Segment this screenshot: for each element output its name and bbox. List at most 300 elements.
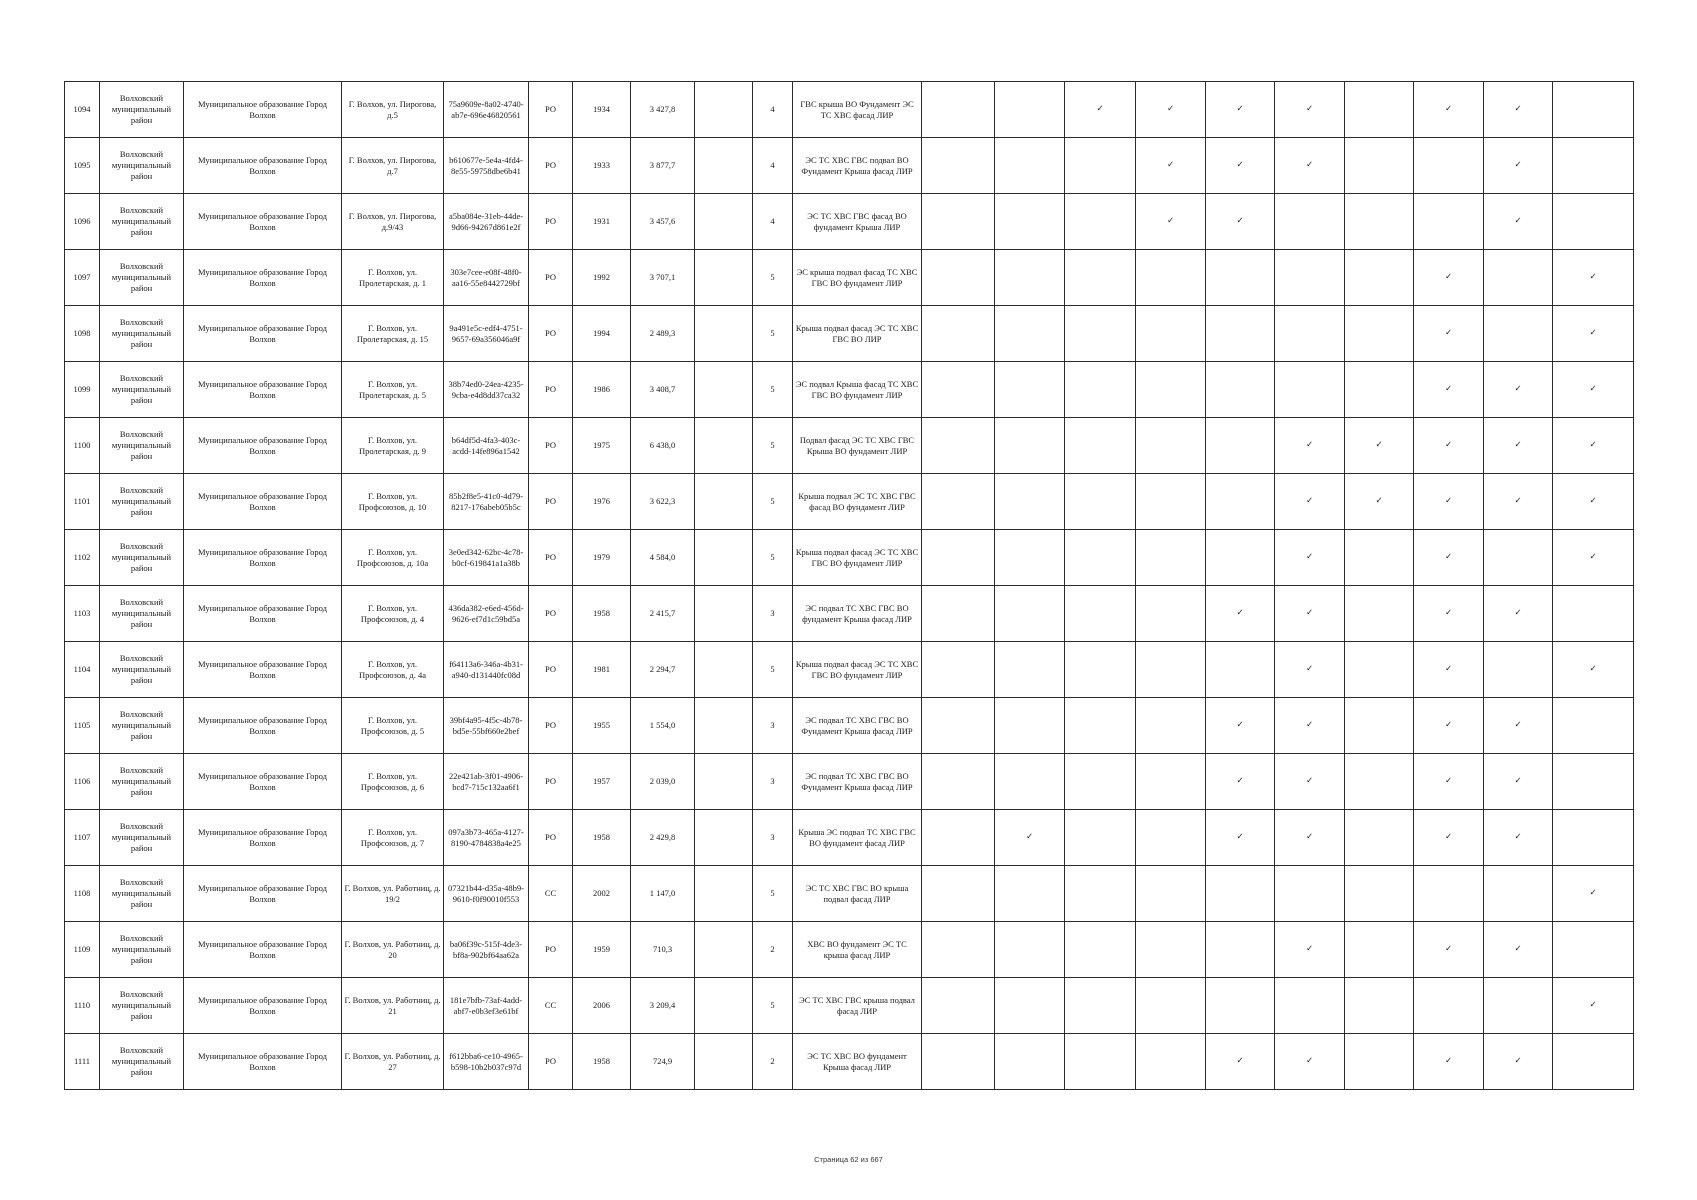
cell-number: 1104 [65,642,100,698]
check-mark-icon: ✓ [1065,82,1136,138]
registry-table [64,81,1634,1090]
cell-guid: 3e0ed342-62bc-4c78-b0cf-619841a1a38b [444,530,529,586]
cell-work-type-4 [1136,362,1206,418]
check-mark-icon: ✓ [1275,530,1345,586]
cell-empty [695,754,753,810]
cell-floors: 2 [753,1034,793,1090]
cell-year: 1975 [573,418,631,474]
cell-work-type-10 [1553,82,1634,138]
table-row [65,922,1634,978]
check-mark-icon: ✓ [1553,418,1634,474]
cell-guid: 436da382-e6ed-456d-9626-ef7d1c59bd5a [444,586,529,642]
cell-ownership-type: РО [529,922,573,978]
cell-work-type-1 [922,138,995,194]
check-mark-icon: ✓ [1206,754,1275,810]
cell-work-type-10 [1553,586,1634,642]
cell-district: Волховский муниципальный район [100,530,184,586]
cell-address: Г. Волхов, ул. Пирогова, д.9/43 [342,194,444,250]
cell-guid: 85b2f8e5-41c0-4d79-8217-176abeb05b5c [444,474,529,530]
cell-work-type-6 [1275,194,1345,250]
page-footer: Страница 62 из 667 [814,1155,883,1164]
cell-year: 1958 [573,810,631,866]
cell-work-type-3 [1065,642,1136,698]
cell-municipality: Муниципальное образование Город Волхов [184,418,342,474]
cell-municipality: Муниципальное образование Город Волхов [184,866,342,922]
cell-works-list: ГВС крыша ВО Фундамент ЭС ТС ХВС фасад ЛИР [793,82,922,138]
check-mark-icon: ✓ [1553,306,1634,362]
check-mark-icon: ✓ [1414,362,1484,418]
cell-floors: 4 [753,82,793,138]
cell-district: Волховский муниципальный район [100,306,184,362]
cell-area: 6 438,0 [631,418,695,474]
cell-work-type-1 [922,698,995,754]
cell-ownership-type: РО [529,306,573,362]
check-mark-icon: ✓ [1275,922,1345,978]
cell-ownership-type: РО [529,474,573,530]
cell-ownership-type: РО [529,698,573,754]
cell-area: 724,9 [631,1034,695,1090]
cell-work-type-3 [1065,586,1136,642]
cell-work-type-4 [1136,698,1206,754]
cell-work-type-10 [1553,754,1634,810]
cell-work-type-2 [995,82,1065,138]
cell-area: 3 408,7 [631,362,695,418]
cell-year: 1931 [573,194,631,250]
cell-works-list: ЭС крыша подвал фасад ТС ХВС ГВС ВО фундамент ЛИР [793,250,922,306]
cell-work-type-4 [1136,1034,1206,1090]
check-mark-icon: ✓ [1345,474,1414,530]
check-mark-icon: ✓ [1206,1034,1275,1090]
cell-district: Волховский муниципальный район [100,1034,184,1090]
cell-municipality: Муниципальное образование Город Волхов [184,978,342,1034]
cell-work-type-1 [922,586,995,642]
cell-work-type-3 [1065,1034,1136,1090]
check-mark-icon: ✓ [1136,194,1206,250]
cell-works-list: Подвал фасад ЭС ТС ХВС ГВС Крыша ВО фундамент ЛИР [793,418,922,474]
check-mark-icon: ✓ [1414,306,1484,362]
cell-work-type-7 [1345,866,1414,922]
check-mark-icon: ✓ [1275,586,1345,642]
cell-work-type-2 [995,530,1065,586]
table-row [65,194,1634,250]
cell-work-type-2 [995,754,1065,810]
cell-floors: 3 [753,698,793,754]
cell-municipality: Муниципальное образование Город Волхов [184,474,342,530]
cell-year: 1958 [573,586,631,642]
cell-work-type-1 [922,1034,995,1090]
cell-work-type-6 [1275,866,1345,922]
cell-work-type-7 [1345,978,1414,1034]
cell-number: 1109 [65,922,100,978]
cell-district: Волховский муниципальный район [100,922,184,978]
check-mark-icon: ✓ [1553,866,1634,922]
cell-work-type-3 [1065,754,1136,810]
check-mark-icon: ✓ [1484,474,1553,530]
cell-ownership-type: СС [529,978,573,1034]
cell-work-type-8 [1414,978,1484,1034]
table-row [65,418,1634,474]
cell-number: 1110 [65,978,100,1034]
cell-work-type-4 [1136,754,1206,810]
table-row [65,698,1634,754]
check-mark-icon: ✓ [1484,194,1553,250]
cell-number: 1095 [65,138,100,194]
cell-municipality: Муниципальное образование Город Волхов [184,586,342,642]
cell-year: 1957 [573,754,631,810]
check-mark-icon: ✓ [1553,978,1634,1034]
cell-area: 3 622,3 [631,474,695,530]
cell-year: 2006 [573,978,631,1034]
cell-empty [695,922,753,978]
cell-empty [695,866,753,922]
cell-municipality: Муниципальное образование Город Волхов [184,754,342,810]
cell-work-type-4 [1136,586,1206,642]
cell-guid: 39bf4a95-4f5c-4b78-bd5e-55bf660e2bef [444,698,529,754]
cell-district: Волховский муниципальный район [100,194,184,250]
cell-works-list: ЭС подвал ТС ХВС ГВС ВО Фундамент Крыша фасад ЛИР [793,698,922,754]
cell-number: 1099 [65,362,100,418]
cell-number: 1098 [65,306,100,362]
cell-floors: 3 [753,754,793,810]
cell-district: Волховский муниципальный район [100,250,184,306]
check-mark-icon: ✓ [1484,138,1553,194]
cell-work-type-1 [922,642,995,698]
cell-area: 3 877,7 [631,138,695,194]
cell-address: Г. Волхов, ул. Пролетарская, д. 1 [342,250,444,306]
check-mark-icon: ✓ [1553,362,1634,418]
cell-work-type-7 [1345,1034,1414,1090]
cell-work-type-9 [1484,250,1553,306]
table-row [65,474,1634,530]
check-mark-icon: ✓ [995,810,1065,866]
cell-work-type-2 [995,978,1065,1034]
cell-district: Волховский муниципальный район [100,362,184,418]
cell-work-type-6 [1275,306,1345,362]
table-row [65,866,1634,922]
check-mark-icon: ✓ [1553,530,1634,586]
cell-number: 1105 [65,698,100,754]
cell-work-type-10 [1553,922,1634,978]
cell-area: 2 294,7 [631,642,695,698]
cell-work-type-9 [1484,978,1553,1034]
cell-guid: b64df5d-4fa3-403c-acdd-14fe896a1542 [444,418,529,474]
cell-work-type-3 [1065,250,1136,306]
check-mark-icon: ✓ [1484,586,1553,642]
cell-guid: 097a3b73-465a-4127-8190-4784838a4e25 [444,810,529,866]
table-body [65,82,1634,1090]
cell-work-type-4 [1136,866,1206,922]
cell-work-type-3 [1065,978,1136,1034]
cell-year: 1933 [573,138,631,194]
check-mark-icon: ✓ [1275,642,1345,698]
cell-work-type-1 [922,418,995,474]
cell-floors: 2 [753,922,793,978]
cell-year: 1976 [573,474,631,530]
check-mark-icon: ✓ [1206,82,1275,138]
cell-work-type-5 [1206,418,1275,474]
cell-district: Волховский муниципальный район [100,642,184,698]
cell-works-list: Крыша ЭС подвал ТС ХВС ГВС ВО фундамент фасад ЛИР [793,810,922,866]
cell-work-type-7 [1345,82,1414,138]
cell-work-type-5 [1206,922,1275,978]
cell-work-type-7 [1345,810,1414,866]
cell-area: 1 554,0 [631,698,695,754]
cell-work-type-7 [1345,642,1414,698]
cell-work-type-4 [1136,250,1206,306]
cell-floors: 4 [753,138,793,194]
cell-work-type-1 [922,866,995,922]
cell-district: Волховский муниципальный район [100,698,184,754]
cell-ownership-type: РО [529,418,573,474]
cell-ownership-type: РО [529,530,573,586]
cell-work-type-3 [1065,362,1136,418]
cell-number: 1102 [65,530,100,586]
check-mark-icon: ✓ [1206,810,1275,866]
cell-work-type-3 [1065,922,1136,978]
cell-work-type-4 [1136,530,1206,586]
cell-guid: ba06f39c-515f-4de3-bf8a-902bf64aa62a [444,922,529,978]
cell-guid: a5ba084e-31eb-44de-9d66-94267d861e2f [444,194,529,250]
cell-work-type-1 [922,922,995,978]
check-mark-icon: ✓ [1484,754,1553,810]
cell-floors: 3 [753,810,793,866]
cell-work-type-2 [995,474,1065,530]
check-mark-icon: ✓ [1275,810,1345,866]
cell-year: 1986 [573,362,631,418]
check-mark-icon: ✓ [1553,474,1634,530]
cell-work-type-10 [1553,810,1634,866]
cell-works-list: Крыша подвал фасад ЭС ТС ХВС ГВС ВО фундамент ЛИР [793,642,922,698]
cell-guid: b610677e-5e4a-4fd4-8e55-59758dbe6b41 [444,138,529,194]
table-row [65,138,1634,194]
cell-work-type-2 [995,418,1065,474]
cell-year: 1981 [573,642,631,698]
cell-work-type-3 [1065,418,1136,474]
cell-work-type-7 [1345,754,1414,810]
cell-area: 1 147,0 [631,866,695,922]
cell-work-type-2 [995,250,1065,306]
cell-empty [695,194,753,250]
cell-municipality: Муниципальное образование Город Волхов [184,138,342,194]
cell-work-type-6 [1275,250,1345,306]
cell-area: 710,3 [631,922,695,978]
cell-work-type-7 [1345,306,1414,362]
check-mark-icon: ✓ [1414,250,1484,306]
cell-district: Волховский муниципальный район [100,418,184,474]
cell-address: Г. Волхов, ул. Профсоюзов, д. 4а [342,642,444,698]
cell-ownership-type: РО [529,1034,573,1090]
table-row [65,978,1634,1034]
cell-work-type-3 [1065,138,1136,194]
cell-work-type-3 [1065,194,1136,250]
check-mark-icon: ✓ [1414,82,1484,138]
cell-number: 1106 [65,754,100,810]
cell-empty [695,586,753,642]
check-mark-icon: ✓ [1414,1034,1484,1090]
cell-empty [695,306,753,362]
cell-address: Г. Волхов, ул. Работниц, д. 20 [342,922,444,978]
cell-ownership-type: РО [529,194,573,250]
cell-address: Г. Волхов, ул. Работниц, д. 27 [342,1034,444,1090]
cell-work-type-6 [1275,978,1345,1034]
cell-works-list: ЭС ТС ХВС ВО фундамент Крыша фасад ЛИР [793,1034,922,1090]
cell-floors: 5 [753,642,793,698]
cell-address: Г. Волхов, ул. Пролетарская, д. 9 [342,418,444,474]
check-mark-icon: ✓ [1414,418,1484,474]
cell-floors: 3 [753,586,793,642]
cell-work-type-7 [1345,250,1414,306]
check-mark-icon: ✓ [1484,698,1553,754]
cell-number: 1107 [65,810,100,866]
cell-guid: 38b74ed0-24ea-4235-9cba-e4d8dd37ca32 [444,362,529,418]
cell-work-type-9 [1484,866,1553,922]
cell-area: 3 457,6 [631,194,695,250]
cell-work-type-2 [995,138,1065,194]
cell-works-list: ХВС ВО фундамент ЭС ТС крыша фасад ЛИР [793,922,922,978]
check-mark-icon: ✓ [1206,138,1275,194]
cell-area: 2 039,0 [631,754,695,810]
cell-address: Г. Волхов, ул. Пирогова, д.7 [342,138,444,194]
check-mark-icon: ✓ [1414,810,1484,866]
cell-work-type-1 [922,530,995,586]
cell-work-type-1 [922,194,995,250]
cell-works-list: ЭС ТС ХВС ГВС фасад ВО фундамент Крыша ЛИР [793,194,922,250]
cell-work-type-2 [995,1034,1065,1090]
cell-ownership-type: РО [529,82,573,138]
cell-empty [695,250,753,306]
cell-ownership-type: РО [529,810,573,866]
cell-work-type-5 [1206,642,1275,698]
cell-work-type-6 [1275,362,1345,418]
check-mark-icon: ✓ [1553,250,1634,306]
table-row [65,362,1634,418]
cell-work-type-3 [1065,810,1136,866]
cell-address: Г. Волхов, ул. Пролетарская, д. 15 [342,306,444,362]
check-mark-icon: ✓ [1414,586,1484,642]
table-row [65,1034,1634,1090]
cell-works-list: Крыша подвал ЭС ТС ХВС ГВС фасад ВО фундамент ЛИР [793,474,922,530]
cell-address: Г. Волхов, ул. Профсоюзов, д. 10 [342,474,444,530]
cell-work-type-2 [995,306,1065,362]
cell-works-list: ЭС подвал ТС ХВС ГВС ВО фундамент Крыша фасад ЛИР [793,586,922,642]
cell-address: Г. Волхов, ул. Работниц, д. 21 [342,978,444,1034]
cell-number: 1096 [65,194,100,250]
cell-work-type-5 [1206,250,1275,306]
cell-municipality: Муниципальное образование Город Волхов [184,922,342,978]
cell-work-type-9 [1484,530,1553,586]
cell-work-type-7 [1345,194,1414,250]
table-row [65,250,1634,306]
cell-work-type-1 [922,978,995,1034]
cell-year: 2002 [573,866,631,922]
cell-guid: f64113a6-346a-4b31-a940-d131440fc08d [444,642,529,698]
cell-work-type-4 [1136,642,1206,698]
cell-work-type-3 [1065,866,1136,922]
cell-municipality: Муниципальное образование Город Волхов [184,1034,342,1090]
cell-year: 1955 [573,698,631,754]
cell-work-type-1 [922,362,995,418]
cell-floors: 4 [753,194,793,250]
check-mark-icon: ✓ [1206,194,1275,250]
cell-work-type-3 [1065,306,1136,362]
cell-area: 3 427,8 [631,82,695,138]
cell-work-type-5 [1206,978,1275,1034]
cell-year: 1994 [573,306,631,362]
cell-work-type-1 [922,306,995,362]
cell-empty [695,978,753,1034]
cell-district: Волховский муниципальный район [100,978,184,1034]
cell-empty [695,530,753,586]
cell-work-type-2 [995,866,1065,922]
cell-work-type-10 [1553,194,1634,250]
cell-area: 2 429,8 [631,810,695,866]
cell-works-list: ЭС подвал ТС ХВС ГВС ВО Фундамент Крыша фасад ЛИР [793,754,922,810]
cell-work-type-7 [1345,138,1414,194]
check-mark-icon: ✓ [1484,1034,1553,1090]
check-mark-icon: ✓ [1275,82,1345,138]
cell-guid: f612bba6-ce10-4965-b598-10b2b037c97d [444,1034,529,1090]
cell-empty [695,418,753,474]
cell-number: 1108 [65,866,100,922]
cell-empty [695,362,753,418]
cell-work-type-5 [1206,306,1275,362]
cell-work-type-9 [1484,642,1553,698]
cell-year: 1958 [573,1034,631,1090]
check-mark-icon: ✓ [1484,810,1553,866]
cell-area: 4 584,0 [631,530,695,586]
cell-guid: 303e7cee-e08f-48f0-aa16-55e8442729bf [444,250,529,306]
cell-guid: 181e7bfb-73af-4add-abf7-e0b3ef3e61bf [444,978,529,1034]
cell-address: Г. Волхов, ул. Профсоюзов, д. 10а [342,530,444,586]
cell-empty [695,698,753,754]
cell-works-list: ЭС ТС ХВС ГВС подвал ВО Фундамент Крыша фасад ЛИР [793,138,922,194]
cell-floors: 5 [753,866,793,922]
cell-floors: 5 [753,418,793,474]
cell-ownership-type: РО [529,362,573,418]
cell-empty [695,810,753,866]
cell-municipality: Муниципальное образование Город Волхов [184,810,342,866]
cell-work-type-7 [1345,362,1414,418]
check-mark-icon: ✓ [1553,642,1634,698]
cell-work-type-7 [1345,530,1414,586]
cell-work-type-4 [1136,978,1206,1034]
check-mark-icon: ✓ [1414,530,1484,586]
cell-work-type-1 [922,82,995,138]
cell-number: 1094 [65,82,100,138]
cell-municipality: Муниципальное образование Город Волхов [184,194,342,250]
check-mark-icon: ✓ [1275,754,1345,810]
cell-municipality: Муниципальное образование Город Волхов [184,698,342,754]
cell-district: Волховский муниципальный район [100,586,184,642]
check-mark-icon: ✓ [1414,698,1484,754]
cell-floors: 5 [753,362,793,418]
cell-work-type-4 [1136,810,1206,866]
cell-work-type-4 [1136,306,1206,362]
cell-work-type-7 [1345,698,1414,754]
cell-address: Г. Волхов, ул. Профсоюзов, д. 4 [342,586,444,642]
cell-empty [695,82,753,138]
cell-floors: 5 [753,978,793,1034]
check-mark-icon: ✓ [1414,754,1484,810]
cell-area: 2 489,3 [631,306,695,362]
cell-area: 3 209,4 [631,978,695,1034]
cell-work-type-5 [1206,474,1275,530]
cell-floors: 5 [753,250,793,306]
cell-work-type-8 [1414,138,1484,194]
cell-number: 1101 [65,474,100,530]
check-mark-icon: ✓ [1484,362,1553,418]
check-mark-icon: ✓ [1484,82,1553,138]
